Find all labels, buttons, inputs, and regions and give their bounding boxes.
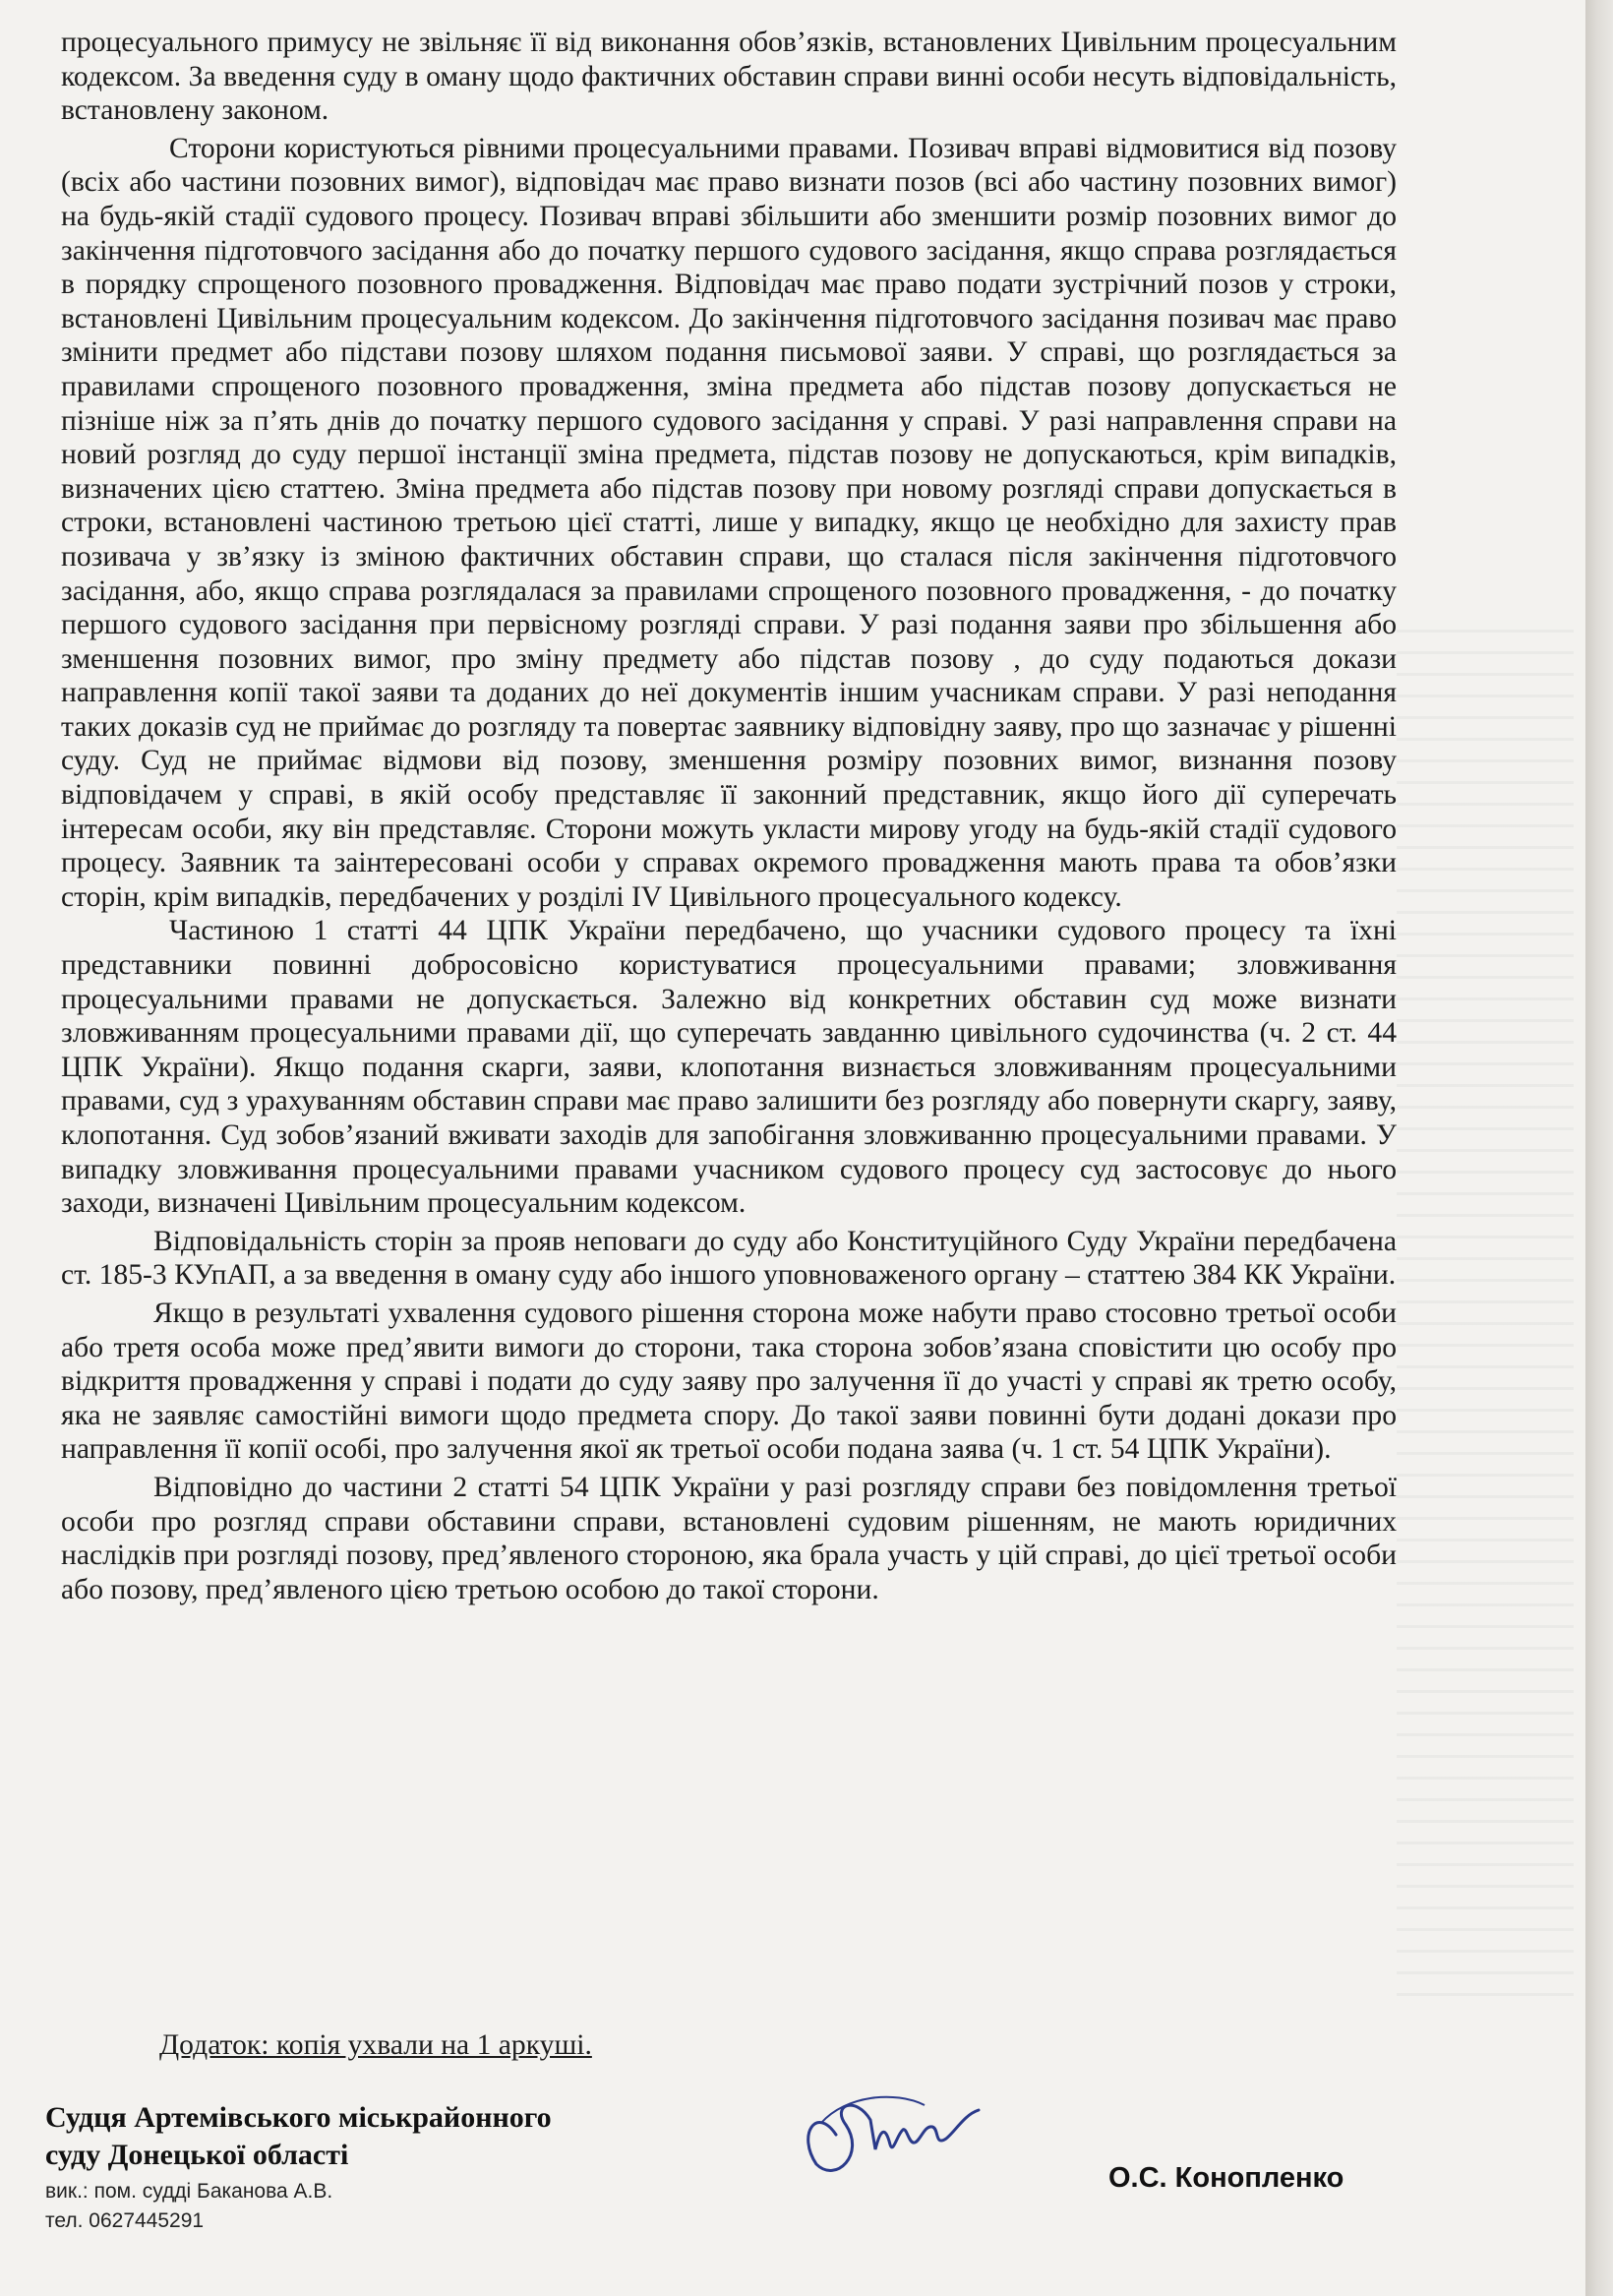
paragraph-third-party: Якщо в результаті ухвалення судового рішення сторона може набути право стосовно третьої особи або третя особа може пред’явити вимоги до сторони, така сторона зобов’язана сповістити цю особу про відкриття провадження у справі і подати до суду заяву про залучення її до участі у справі як третю особу, яка не заявляє самостійні вимоги щодо предмета спору. До такої заяви повинні бути додані докази про направлення її копії особі, про залучення якої як третьої особи подана заява (ч. 1 ст. 54 ЦПК України). <box>61 1297 1397 1466</box>
document-body <box>61 26 1397 1606</box>
judge-name: О.С. Конопленко <box>1108 2162 1344 2194</box>
page-edge-shadow <box>1585 0 1613 2296</box>
paragraph-party-rights: Сторони користуються рівними процесуальними правами. Позивач вправі відмовитися від позову (всіх або частини позовних вимог), відповідач має право визнати позов (всі або частину позовних вимог) на будь-якій стадії судового процесу. Позивач вправі збільшити або зменшити розмір позовних вимог до закінчення підготовчого засідання або до початку першого судового засідання, якщо справа розглядається в порядку спрощеного позовного провадження. Відповідач має право подати зустрічний позов у строки, встановлені Цивільним процесуальним кодексом. До закінчення підготовчого засідання позивач має право змінити предмет або підстави позову шляхом подання письмової заяви. У справі, що розглядається за правилами спрощеного позовного провадження, зміна предмета або підстав позову допускається не пізніше ніж за п’ять днів до початку першого судового засідання у справі. У разі направлення справи на новий розгляд до суду першої інстанції зміна предмета, підстав позову не допускаються, крім випадків, визначених цією статтею. Зміна предмета або підстав позову при новому розгляді справи допускається в строки, встановлені частиною третьою цієї статті, лише у випадку, якщо це необхідно для захисту прав позивача у зв’язку із зміною фактичних обставин справи, що сталася після закінчення підготовчого засідання, або, якщо справа розглядалася за правилами спрощеного позовного провадження, - до початку першого судового засідання при первісному розгляді справи. У разі подання заяви про збільшення або зменшення позовних вимог, про зміну предмету або підстав позову , до суду подаються докази направлення копії такої заяви та доданих до неї документів іншим учасникам справи. У разі неподання таких доказів суд не приймає до розгляду та повертає заявнику відповідну заяву, про що зазначає у рішенні суду. Суд не приймає відмови від позову, зменшення розміру позовних вимог, визнання позову відповідачем у справі, в якій особу представляє її законний представник, якщо його дії суперечать інтересам особи, яку він представляє. Сторони можуть укласти мирову угоду на будь-якій стадії судового процесу. Заявник та заінтересовані особи у справах окремого провадження мають права та обов’язки сторін, крім випадків, передбачених у розділі IV Цивільного процесуального кодексу. <box>61 132 1397 913</box>
paragraph-article-54: Відповідно до частини 2 статті 54 ЦПК України у разі розгляду справи без повідомлення третьої особи про розгляд справи обставини справи, встановлені судовим рішенням, не мають юридичних наслідків при розгляді позову, пред’явленого стороною, яка брала участь у цій справі, до цієї третьої особи або позову, пред’явленого цією третьою особою до такої сторони. <box>61 1471 1397 1605</box>
phone-note: тел. 0627445291 <box>45 2209 205 2232</box>
attachment-note: Додаток: копія ухвали на 1 аркуші. <box>159 2029 592 2061</box>
paragraph-continuation: процесуального примусу не звільняє її від виконання обов’язків, встановлених Цивільним процесуальним кодексом. За введення суду в оману щодо фактичних обставин справи винні особи несуть відповідальність, встановлену законом. <box>61 27 1397 127</box>
judge-title-line1: Судця Артемівського міськрайонного <box>45 2101 552 2134</box>
executor-note: вик.: пом. судді Баканова А.В. <box>45 2180 333 2203</box>
judge-title-block <box>45 2099 552 2174</box>
reverse-side-bleed <box>1397 630 1574 2007</box>
handwritten-signature-icon <box>777 2076 1013 2194</box>
judge-title-line2: суду Донецької області <box>45 2139 349 2171</box>
paragraph-liability: Відповідальність сторін за прояв неповаги до суду або Конституційного Суду України передбачена ст. 185-3 КУпАП, а за введення в оману суду або іншого уповноваженого органу – статтею 384 КК України. <box>61 1225 1397 1292</box>
paragraph-article-44: Частиною 1 статті 44 ЦПК України передбачено, що учасники судового процесу та їхні представники повинні добросовісно користуватися процесуальними правами; зловживання процесуальними правами не допускається. Залежно від конкретних обставин суд може визнати зловживанням процесуальними правами дії, що суперечать завданню цивільного судочинства (ч. 2 ст. 44 ЦПК України). Якщо подання скарги, заяви, клопотання визнається зловживанням процесуальними правами, суд з урахуванням обставин справи має право залишити без розгляду або повернути скаргу, заяву, клопотання. Суд зобов’язаний вживати заходів для запобігання зловживанню процесуальними правами. У випадку зловживання процесуальними правами учасником судового процесу суд застосовує до нього заходи, визначені Цивільним процесуальним кодексом. <box>61 915 1397 1220</box>
